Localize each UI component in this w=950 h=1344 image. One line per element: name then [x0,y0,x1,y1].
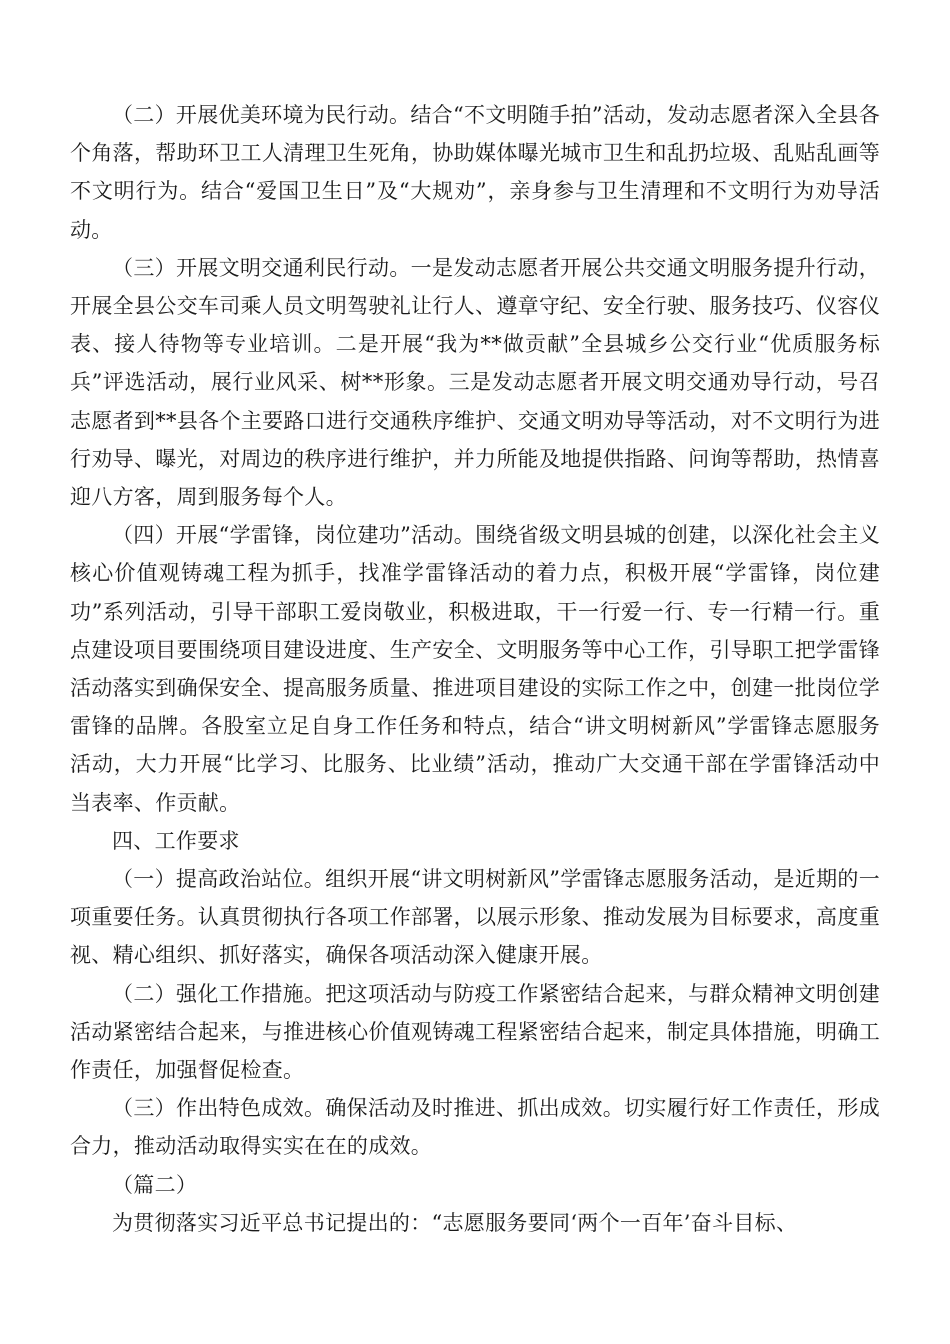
paragraph-results: （三）作出特色成效。确保活动及时推进、抓出成效。切实履行好工作责任，形成合力，推动活动取得实实在在的成效。 [70,1096,880,1159]
paragraph-work-measures: （二）强化工作措施。把这项活动与防疫工作紧密结合起来，与群众精神文明创建活动紧密结合起来，与推进核心价值观铸魂工程紧密结合起来，制定具体措施，明确工作责任，加强督促检查。 [70,981,880,1083]
paragraph-part-two-intro: 为贯彻落实习近平总书记提出的：“志愿服务要同‘两个一百年’奋斗目标、 [112,1210,798,1235]
document-body [70,96,880,1242]
paragraph-leifeng-action: （四）开展“学雷锋，岗位建功”活动。围绕省级文明县城的创建，以深化社会主义核心价值观铸魂工程为抓手，找准学雷锋活动的着力点，积极开展“学雷锋，岗位建功”系列活动，引导干部职工爱岗敬业，积极进取，干一行爱一行、专一行精一行。重点建设项目要围绕项目建设进度、生产安全、文明服务等中心工作，引导职工把学雷锋活动落实到确保安全、提高服务质量、推进项目建设的实际工作之中，创建一批岗位学雷锋的品牌。各股室立足自身工作任务和特点，结合“讲文明树新风”学雷锋志愿服务活动，大力开展“比学习、比服务、比业绩”活动，推动广大交通干部在学雷锋活动中当表率、作贡献。 [70,523,880,815]
section-heading-work-requirements: 四、工作要求 [112,828,240,853]
paragraph-traffic-action: （三）开展文明交通利民行动。一是发动志愿者开展公共交通文明服务提升行动，开展全县公交车司乘人员文明驾驶礼让行人、遵章守纪、安全行驶、服务技巧、仪容仪表、接人待物等专业培训。二是开展“我为**做贡献”全县城乡公交行业“优质服务标兵”评选活动，展行业风采、树**形象。三是发动志愿者开展文明交通劝导行动，号召志愿者到**县各个主要路口进行交通秩序维护、交通文明劝导等活动，对不文明行为进行劝导、曝光，对周边的秩序进行维护，并力所能及地提供指路、问询等帮助，热情喜迎八方客，周到服务每个人。 [70,255,880,510]
paragraph-environment-action: （二）开展优美环境为民行动。结合“不文明随手拍”活动，发动志愿者深入全县各个角落，帮助环卫工人清理卫生死角，协助媒体曝光城市卫生和乱扔垃圾、乱贴乱画等不文明行为。结合“爱国卫生日”及“大规劝”，亲身参与卫生清理和不文明行为劝导活动。 [70,103,880,242]
section-heading-part-two: （篇二） [112,1172,198,1197]
paragraph-political-standing: （一）提高政治站位。组织开展“讲文明树新风”学雷锋志愿服务活动，是近期的一项重要任务。认真贯彻执行各项工作部署，以展示形象、推动发展为目标要求，高度重视、精心组织、抓好落实，确保各项活动深入健康开展。 [70,867,880,968]
